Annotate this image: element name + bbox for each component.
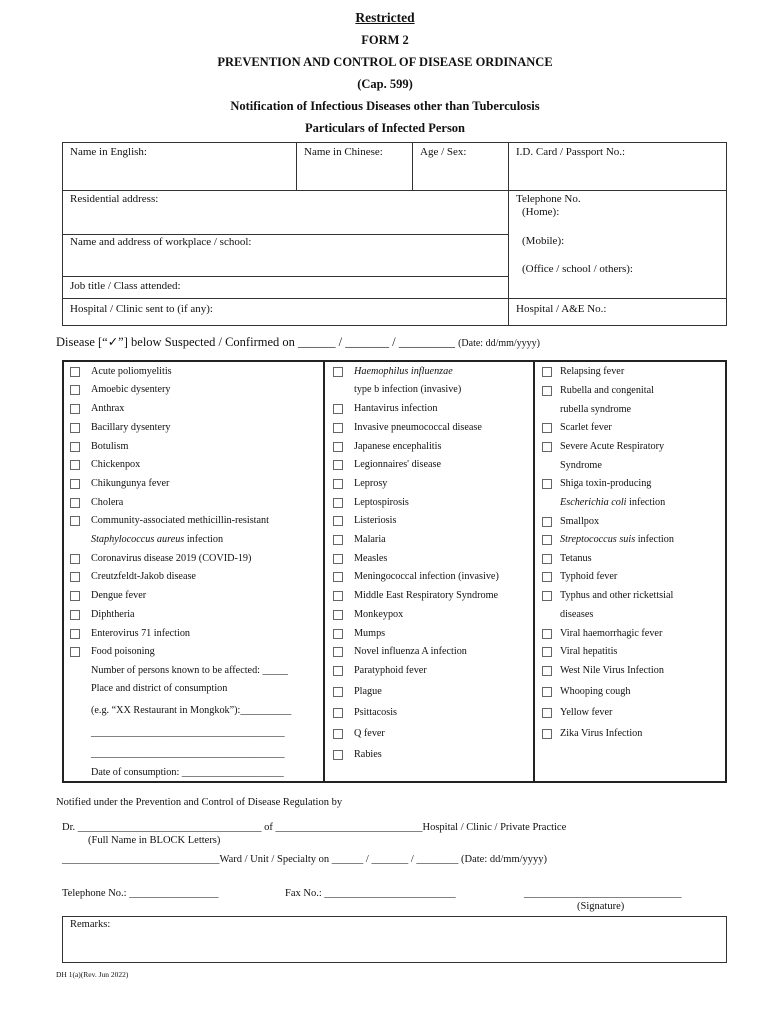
tetanus-label: Tetanus: [560, 553, 592, 564]
sars-label: Severe Acute Respiratory: [560, 441, 665, 452]
ward-unit-field[interactable]: ______________________________Ward / Unit / Specialty on ______ / _______ / ________ (Date: dd/mm/yyyy): [62, 854, 548, 865]
particulars-title: Particulars of Infected Person: [304, 121, 466, 135]
checkbox-col2-15[interactable]: [333, 687, 343, 697]
date-consumption-field[interactable]: Date of consumption: ____________________: [91, 767, 284, 778]
checkbox-col1-14[interactable]: [70, 647, 80, 657]
checkbox-col2-18[interactable]: [333, 750, 343, 760]
checkbox-strep-suis[interactable]: [542, 535, 552, 545]
disease-label: Enterovirus 71 infection: [91, 628, 191, 639]
disease-label: Community-associated methicillin-resistant: [91, 515, 269, 526]
fax-field[interactable]: Fax No.: _________________________: [285, 888, 456, 899]
disease-date-text[interactable]: Disease [“✓”] below Suspected / Confirmed on ______ / _______ / _________: [56, 335, 455, 349]
checkbox-col2-6[interactable]: [333, 516, 343, 526]
checkbox-col1-0[interactable]: [70, 367, 80, 377]
telephone-label: Telephone No.: [516, 193, 581, 205]
checkbox-col2-9[interactable]: [333, 572, 343, 582]
sars-label-2: Syndrome: [560, 460, 602, 471]
checkbox-shiga[interactable]: [542, 479, 552, 489]
checkbox-col2-0[interactable]: [333, 404, 343, 414]
checkbox-scarlet[interactable]: [542, 423, 552, 433]
residential-address-field[interactable]: Residential address:: [70, 193, 159, 205]
checkbox-col1-12[interactable]: [70, 610, 80, 620]
checkbox-col1-6[interactable]: [70, 479, 80, 489]
checkbox-viral-hep[interactable]: [542, 647, 552, 657]
signature-label: (Signature): [577, 901, 625, 912]
disease-label: Acute poliomyelitis: [91, 366, 172, 377]
checkbox-col2-7[interactable]: [333, 535, 343, 545]
zika-label: Zika Virus Infection: [560, 728, 643, 739]
home-phone-field[interactable]: (Home):: [522, 206, 560, 218]
signature-line[interactable]: ______________________________: [524, 888, 682, 899]
haemophilus-label-2: type b infection (invasive): [354, 384, 462, 395]
disease-label: Invasive pneumococcal disease: [354, 422, 482, 433]
disease-label: Paratyphoid fever: [354, 665, 427, 676]
place-blank-line-2[interactable]: ______________________________________: [91, 748, 285, 759]
yellow-label: Yellow fever: [560, 707, 613, 718]
disease-label: Amoebic dysentery: [91, 384, 171, 395]
checkbox-col2-3[interactable]: [333, 460, 343, 470]
disease-label: Botulism: [91, 441, 129, 452]
disease-label: Anthrax: [91, 403, 125, 414]
mobile-phone-field[interactable]: (Mobile):: [522, 235, 565, 247]
checkbox-col1-11[interactable]: [70, 591, 80, 601]
checkbox-col2-12[interactable]: [333, 629, 343, 639]
form-number: FORM 2: [361, 33, 409, 47]
restricted-label: Restricted: [355, 10, 415, 25]
disease-label: Plague: [354, 686, 382, 697]
disease-label: Coronavirus disease 2019 (COVID-19): [91, 553, 252, 564]
disease-label: Legionnaires' disease: [354, 459, 441, 470]
smallpox-label: Smallpox: [560, 516, 600, 527]
staph-aureus-label: Staphylococcus aureus: [91, 534, 185, 545]
checkbox-col1-1[interactable]: [70, 385, 80, 395]
disease-label: Middle East Respiratory Syndrome: [354, 590, 499, 601]
disease-label: Measles: [354, 553, 388, 564]
disease-label: Creutzfeldt-Jakob disease: [91, 571, 196, 582]
disease-label: Diphtheria: [91, 609, 135, 620]
west-nile-label: West Nile Virus Infection: [560, 665, 664, 676]
shiga-label: Shiga toxin-producing: [560, 478, 652, 489]
id-card-field[interactable]: I.D. Card / Passport No.:: [516, 146, 626, 158]
rubella-label: Rubella and congenital: [560, 385, 654, 396]
checkbox-col1-4[interactable]: [70, 442, 80, 452]
typhus-label-2: diseases: [560, 609, 594, 620]
disease-label: Novel influenza A infection: [354, 646, 467, 657]
remarks-box[interactable]: [62, 916, 727, 963]
checkbox-col2-16[interactable]: [333, 708, 343, 718]
date-format-hint: (Date: dd/mm/yyyy): [458, 338, 541, 349]
disease-label: Bacillary dysentery: [91, 422, 171, 433]
disease-label: Rabies: [354, 749, 382, 760]
checkbox-col1-2[interactable]: [70, 404, 80, 414]
checkbox-col2-14[interactable]: [333, 666, 343, 676]
telephone-field[interactable]: Telephone No.: _________________: [62, 888, 219, 899]
haemophilus-label: Haemophilus influenzae: [354, 366, 453, 377]
name-english-field[interactable]: Name in English:: [70, 146, 147, 158]
workplace-field[interactable]: Name and address of workplace / school:: [70, 236, 252, 248]
checkbox-typhoid[interactable]: [542, 572, 552, 582]
checkbox-col1-8[interactable]: [70, 516, 80, 526]
strep-suis-label: Streptococcus suis: [560, 534, 636, 545]
hospital-ae-field[interactable]: Hospital / A&E No.:: [516, 303, 607, 315]
job-title-field[interactable]: Job title / Class attended:: [70, 280, 181, 292]
checkbox-col2-5[interactable]: [333, 498, 343, 508]
typhus-label: Typhus and other rickettsial: [560, 590, 674, 601]
form-code: DH 1(a)(Rev. Jun 2022): [56, 970, 129, 979]
disease-label: Listeriosis: [354, 515, 397, 526]
checkbox-col1-3[interactable]: [70, 423, 80, 433]
disease-label: Malaria: [354, 534, 386, 545]
checkbox-yellow[interactable]: [542, 708, 552, 718]
place-blank-line-1[interactable]: ______________________________________: [91, 727, 285, 738]
scarlet-label: Scarlet fever: [560, 422, 612, 433]
checkbox-viral-haem[interactable]: [542, 629, 552, 639]
checkbox-col2-1[interactable]: [333, 423, 343, 433]
checkbox-typhus[interactable]: [542, 591, 552, 601]
disease-label: Food poisoning: [91, 646, 155, 657]
disease-label: Psittacosis: [354, 707, 398, 718]
disease-label: Q fever: [354, 728, 385, 739]
viral-hep-label: Viral hepatitis: [560, 646, 618, 657]
checkbox-whooping[interactable]: [542, 687, 552, 697]
checkbox-col2-4[interactable]: [333, 479, 343, 489]
ecoli-label: Escherichia coli: [560, 497, 627, 508]
notification-title: Notification of Infectious Diseases other than Tuberculosis: [230, 99, 540, 113]
checkbox-col2-8[interactable]: [333, 554, 343, 564]
checkbox-col1-13[interactable]: [70, 629, 80, 639]
name-chinese-field[interactable]: Name in Chinese:: [304, 146, 383, 158]
checkbox-tetanus[interactable]: [542, 554, 552, 564]
ordinance-title: PREVENTION AND CONTROL OF DISEASE ORDINANCE: [217, 55, 553, 69]
checkbox-west-nile[interactable]: [542, 666, 552, 676]
checkbox-col1-5[interactable]: [70, 460, 80, 470]
disease-label: Mumps: [354, 628, 386, 639]
checkbox-zika[interactable]: [542, 729, 552, 739]
disease-label: Chickenpox: [91, 459, 141, 470]
full-name-hint: (Full Name in BLOCK Letters): [88, 835, 221, 846]
disease-label: Japanese encephalitis: [354, 441, 442, 452]
hospital-sent-field[interactable]: Hospital / Clinic sent to (if any):: [70, 303, 213, 315]
rubella-label-2: rubella syndrome: [560, 404, 632, 415]
viral-haem-label: Viral haemorrhagic fever: [560, 628, 663, 639]
disease-label: Leprosy: [354, 478, 388, 489]
checkbox-col1-7[interactable]: [70, 498, 80, 508]
checkbox-relapsing[interactable]: [542, 367, 552, 377]
checkbox-sars[interactable]: [542, 442, 552, 452]
checkbox-col2-2[interactable]: [333, 442, 343, 452]
disease-label: Meningococcal infection (invasive): [354, 571, 499, 582]
place-example-field[interactable]: (e.g. “XX Restaurant in Mongkok”):__________: [91, 705, 292, 716]
checkbox-col1-9[interactable]: [70, 554, 80, 564]
disease-date-line: [56, 334, 540, 350]
disease-label: Chikungunya fever: [91, 478, 170, 489]
disease-label: Dengue fever: [91, 590, 147, 601]
disease-label: Monkeypox: [354, 609, 404, 620]
checkbox-smallpox[interactable]: [542, 517, 552, 527]
typhoid-label: Typhoid fever: [560, 571, 618, 582]
doctor-name-field[interactable]: Dr. ___________________________________ of ____________________________Hospital / Clinic / Private Practice: [62, 822, 567, 833]
office-phone-field[interactable]: (Office / school / others):: [522, 263, 633, 275]
checkbox-col2-11[interactable]: [333, 610, 343, 620]
checkbox-col2-10[interactable]: [333, 591, 343, 601]
checkbox-col2-17[interactable]: [333, 729, 343, 739]
age-sex-field[interactable]: Age / Sex:: [420, 146, 467, 158]
disease-label: Hantavirus infection: [354, 403, 438, 414]
remarks-label: Remarks:: [70, 919, 111, 930]
checkbox-haemophilus[interactable]: [333, 367, 343, 377]
disease-label: Leptospirosis: [354, 497, 409, 508]
persons-affected-field[interactable]: Number of persons known to be affected: _____: [91, 665, 289, 676]
checkbox-rubella[interactable]: [542, 386, 552, 396]
notified-label: Notified under the Prevention and Control of Disease Regulation by: [56, 797, 343, 808]
checkbox-col1-10[interactable]: [70, 572, 80, 582]
relapsing-label: Relapsing fever: [560, 366, 625, 377]
checkbox-col2-13[interactable]: [333, 647, 343, 657]
disease-label: Cholera: [91, 497, 124, 508]
whooping-label: Whooping cough: [560, 686, 631, 697]
place-consumption-label: Place and district of consumption: [91, 683, 228, 694]
cap-number: (Cap. 599): [357, 77, 413, 91]
